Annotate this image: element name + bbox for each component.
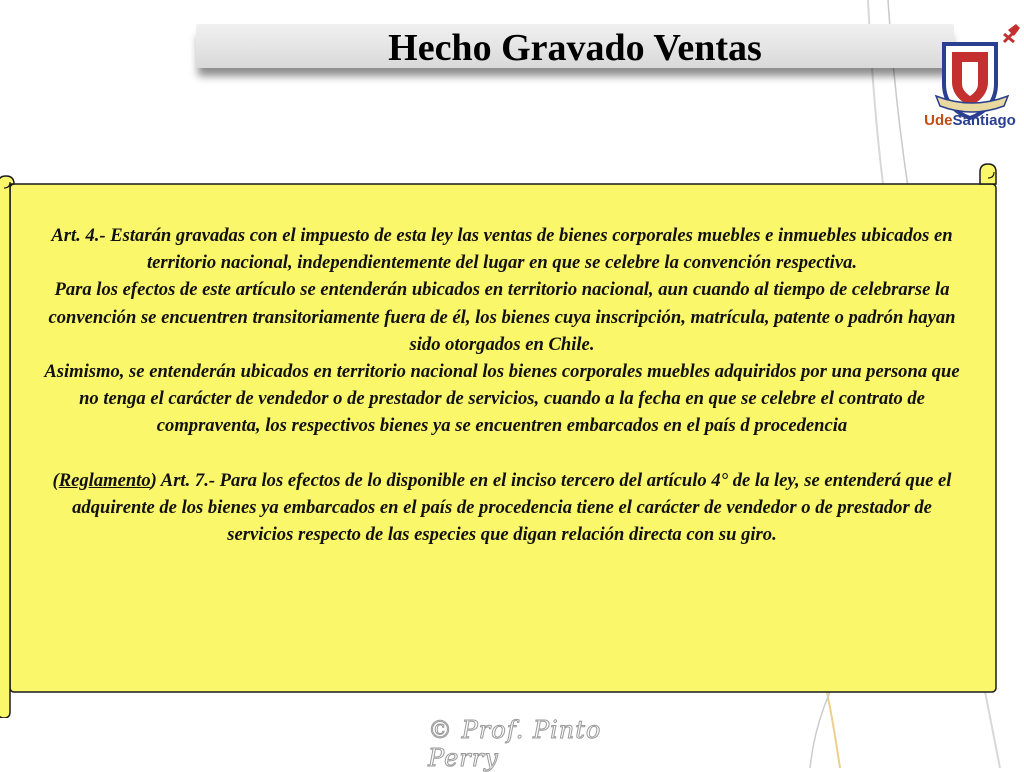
reglamento-link[interactable]: Reglamento bbox=[58, 469, 151, 491]
page-title: Hecho Gravado Ventas bbox=[388, 27, 762, 69]
article-7-text: Art. 7.- Para los efectos de lo disponible en el inciso tercero del artículo 4° de la ley, se entenderá que el adquirente de los bienes ya embarcados en el país de procedencia tiene el carácter de vendedor o de prestador de servicios respecto de las especies que digan relación directa con su giro. bbox=[72, 469, 952, 546]
article-7-paragraph: (Reglamento) Art. 7.- Para los efectos de lo disponible en el inciso tercero del artículo 4° de la ley, se entenderá que el adquirente de los bienes ya embarcados en el país de procedencia tiene el carácter de vendedor o de prestador de servicios respecto de las especies que digan relación directa con su giro. bbox=[52, 469, 952, 546]
title-banner bbox=[196, 24, 954, 68]
article-4-intro: Art. 4.- Estarán gravadas con el impuesto de esta ley las ventas de bienes corporales muebles e inmuebles ubicados en territorio nacional, independientemente del lugar en que se celebre la convención respectiva. bbox=[51, 225, 953, 274]
article-4-paragraph-3: Asimismo, se entenderán ubicados en territorio nacional los bienes corporales muebles adquiridos por una persona que no tenga el carácter de vendedor o de prestador de servicios, cuando a la fecha en que se celebre el contrato de compraventa, los respectivos bienes ya se encuentren embarcados en el país d procedencia bbox=[44, 361, 960, 437]
content-scroll bbox=[0, 162, 1000, 718]
brand-suffix: Santiago bbox=[952, 112, 1016, 129]
author-signature: © Prof. Pinto Perry bbox=[428, 716, 602, 772]
brand-prefix: Ude bbox=[924, 112, 953, 129]
brand-logo-text bbox=[918, 112, 1022, 129]
article-4-paragraph-2: Para los efectos de este artículo se entenderán ubicados en territorio nacional, aun cuando al tiempo de celebrarse la convención se encuentren transitoriamente fuera de él, los bienes cuya inscripción, matrícula, patente o padrón hayan sido otorgados en Chile. bbox=[48, 279, 956, 355]
legal-text bbox=[40, 222, 964, 548]
